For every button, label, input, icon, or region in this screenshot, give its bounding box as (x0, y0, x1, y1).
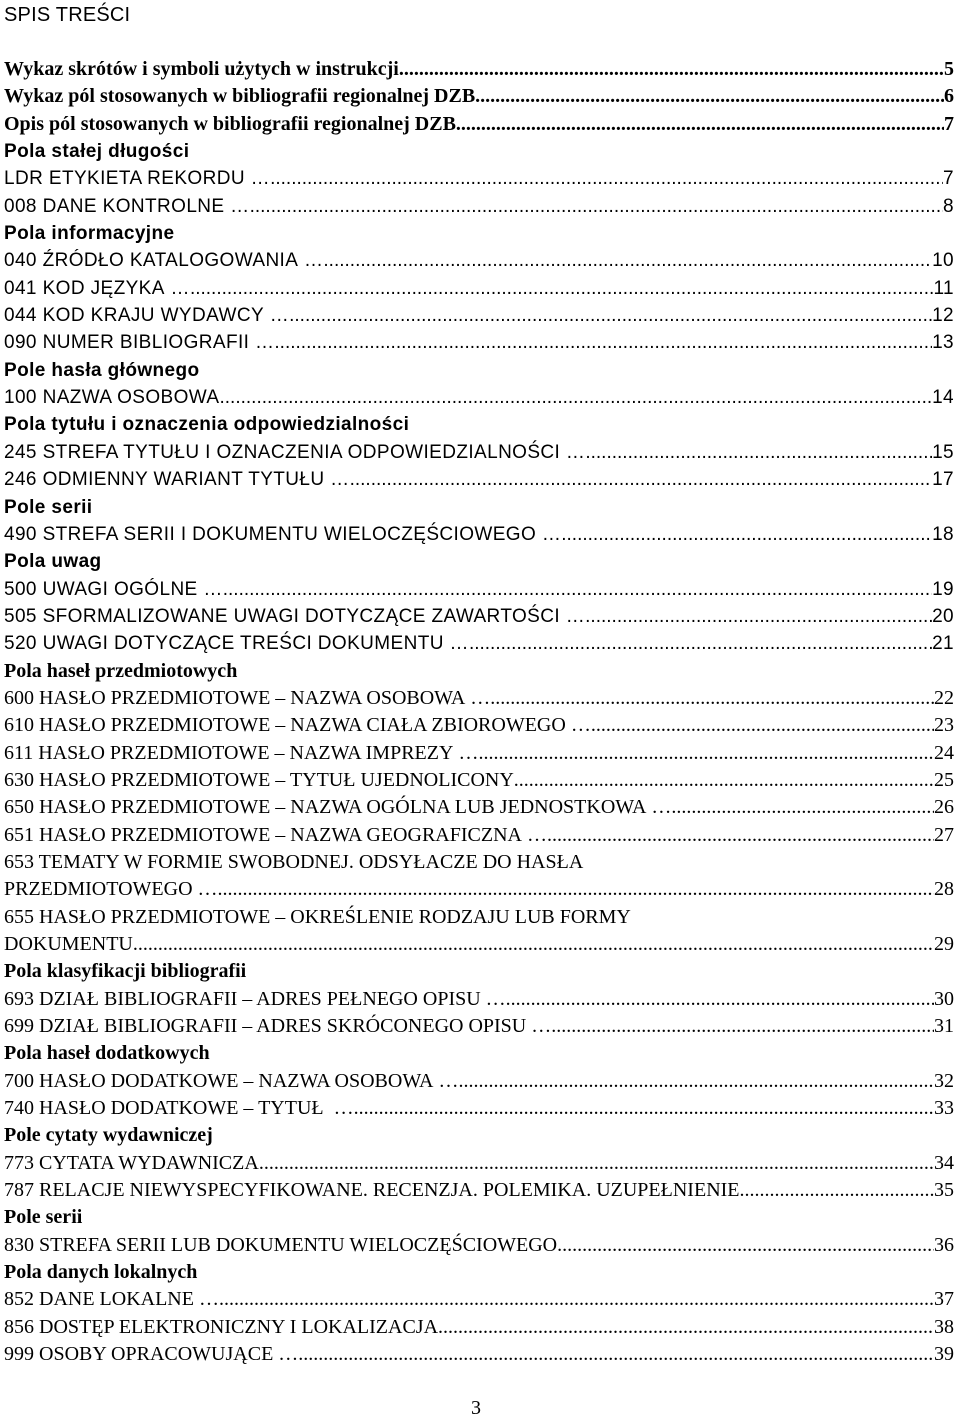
toc-dot-leader (551, 1013, 934, 1040)
toc-entry[interactable] (4, 1177, 954, 1204)
toc-entry-page: 32 (934, 1069, 954, 1092)
toc-entry-page: 10 (932, 250, 954, 272)
page-title: SPIS TREŚCI (4, 4, 131, 26)
toc-entry[interactable] (4, 1068, 954, 1095)
toc-entry-page: 14 (932, 387, 954, 409)
toc-entry-label: 520 UWAGI DOTYCZĄCE TREŚCI DOKUMENTU (4, 633, 444, 655)
toc-dot-leader (475, 83, 944, 110)
toc-entry[interactable] (4, 1095, 954, 1122)
toc-entry-line: 655 HASŁO PRZEDMIOTOWE – OKREŚLENIE RODZAJU LUB FORMY (4, 905, 631, 928)
toc-entry-label: LDR ETYKIETA REKORDU (4, 168, 245, 190)
toc-entry[interactable] (4, 247, 954, 274)
toc-entry[interactable] (4, 111, 954, 138)
toc-entry-label: 651 HASŁO PRZEDMIOTOWE – NAZWA GEOGRAFICZNA (4, 823, 522, 846)
toc-entry-ellipsis: … (453, 741, 479, 764)
toc-entry-page: 20 (932, 605, 954, 627)
toc-dot-leader (740, 1177, 934, 1204)
toc-entry-page: 39 (934, 1343, 954, 1366)
toc-entry-label: Opis pól stosowanych w bibliografii regionalnej DZB (4, 112, 456, 135)
toc-dot-leader (469, 630, 932, 657)
toc-entry-label: 773 CYTATA WYDAWNICZA (4, 1151, 259, 1174)
toc-entry[interactable] (4, 1013, 954, 1040)
toc-entry-label: 610 HASŁO PRZEDMIOTOWE – NAZWA CIAŁA ZBIOROWEGO (4, 714, 566, 737)
toc-dot-leader (323, 247, 932, 274)
toc-entry-label: 505 SFORMALIZOWANE UWAGI DOTYCZĄCE ZAWARTOŚCI (4, 605, 561, 627)
toc-section-heading: Pola tytułu i oznaczenia odpowiedzialności (4, 414, 410, 436)
toc-entry[interactable] (4, 576, 954, 603)
toc-dot-leader (133, 931, 934, 958)
toc-dot-leader (298, 1341, 934, 1368)
toc-entry[interactable] (4, 740, 954, 767)
toc-dot-leader (274, 329, 932, 356)
toc-entry-page: 13 (932, 332, 954, 354)
toc-dot-leader (270, 165, 943, 192)
toc-entry-page: 28 (934, 878, 954, 901)
toc-section-heading: Pola informacyjne (4, 223, 175, 245)
toc-entry-label: 856 DOSTĘP ELEKTRONICZNY I LOKALIZACJA (4, 1315, 439, 1338)
toc-entry[interactable] (4, 1341, 954, 1368)
toc-entry-ellipsis: … (565, 714, 591, 737)
toc-entry-ellipsis: … (480, 987, 506, 1010)
toc-section-heading: Pola haseł przedmiotowych (4, 659, 238, 682)
toc-entry-page: 25 (934, 768, 954, 791)
toc-entry-label: 008 DANE KONTROLNE (4, 195, 225, 217)
toc-entry-page: 38 (934, 1315, 954, 1338)
toc-section-heading: Pole hasła głównego (4, 359, 200, 381)
toc-entry[interactable] (4, 931, 954, 958)
toc-entry-label: 611 HASŁO PRZEDMIOTOWE – NAZWA IMPREZY (4, 741, 454, 764)
toc-entry-label: 787 RELACJE NIEWYSPECYFIKOWANE. RECENZJA. POLEMIKA. UZUPEŁNIENIE (4, 1179, 740, 1202)
toc-entry-page: 34 (934, 1151, 954, 1174)
toc-entry-ellipsis: … (273, 1343, 299, 1366)
toc-entry-label: 090 NUMER BIBLIOGRAFII (4, 332, 250, 354)
toc-entry-label: Wykaz pól stosowanych w bibliografii regionalnej DZB (4, 85, 476, 108)
toc-entry-ellipsis: … (192, 878, 218, 901)
toc-entry[interactable] (4, 83, 954, 110)
toc-entry[interactable] (4, 712, 954, 739)
toc-dot-leader (354, 1095, 934, 1122)
toc-dot-leader (456, 111, 944, 138)
toc-entry[interactable] (4, 1232, 954, 1259)
toc-dot-leader (547, 822, 934, 849)
toc-dot-leader (438, 1314, 934, 1341)
toc-entry-page: 11 (933, 277, 954, 299)
toc-entry[interactable] (4, 1314, 954, 1341)
toc-entry-page: 24 (934, 741, 954, 764)
toc-section-heading: Pola stałej długości (4, 141, 190, 163)
toc-entry[interactable] (4, 439, 954, 466)
toc-entry-label: 246 ODMIENNY WARIANT TYTUŁU (4, 469, 325, 491)
toc-entry-page: 12 (932, 305, 954, 327)
toc-dot-leader (289, 302, 932, 329)
toc-entry-page: 35 (934, 1179, 954, 1202)
toc-entry-ellipsis: … (443, 633, 469, 655)
toc-entry-ellipsis: … (323, 1097, 354, 1120)
toc-dot-leader (591, 712, 934, 739)
toc-dot-leader (478, 740, 934, 767)
toc-entry[interactable] (4, 521, 954, 548)
toc-dot-leader (259, 1150, 934, 1177)
toc-entry-label: 044 KOD KRAJU WYDAWCY (4, 305, 265, 327)
toc-entry[interactable] (4, 1150, 954, 1177)
toc-dot-leader (585, 603, 932, 630)
toc-entry-page: 15 (932, 441, 954, 463)
toc-entry-label: 600 HASŁO PRZEDMIOTOWE – NAZWA OSOBOWA (4, 686, 466, 709)
toc-dot-leader (671, 794, 934, 821)
toc-dot-leader (223, 576, 932, 603)
toc-entry-page: 30 (934, 987, 954, 1010)
toc-dot-leader (458, 1068, 934, 1095)
toc-entry-page: 7 (944, 112, 954, 135)
toc-entry-line: 653 TEMATY W FORMIE SWOBODNEJ. ODSYŁACZE DO HASŁA (4, 850, 584, 873)
toc-entry-ellipsis: … (465, 686, 491, 709)
toc-entry-page: 17 (932, 469, 954, 491)
toc-section-heading: Pola danych lokalnych (4, 1261, 198, 1284)
toc-section-heading: Pola haseł dodatkowych (4, 1042, 210, 1065)
toc-entry-label: 693 DZIAŁ BIBLIOGRAFII – ADRES PEŁNEGO OPISU (4, 987, 481, 1010)
toc-entry-page: 37 (934, 1288, 954, 1311)
toc-dot-leader (490, 685, 934, 712)
toc-entry[interactable] (4, 329, 954, 356)
toc-entry-label: 699 DZIAŁ BIBLIOGRAFII – ADRES SKRÓCONEGO OPISU (4, 1015, 527, 1038)
toc-dot-leader (506, 986, 934, 1013)
toc-entry-ellipsis: … (560, 605, 586, 627)
toc-entry-label: 650 HASŁO PRZEDMIOTOWE – NAZWA OGÓLNA LUB JEDNOSTKOWA (4, 796, 647, 819)
toc-dot-leader (399, 56, 944, 83)
toc-dot-leader (218, 876, 934, 903)
toc-entry-label: DOKUMENTU (4, 933, 133, 955)
toc-entry-label: 852 DANE LOKALNE (4, 1288, 194, 1311)
toc-entry[interactable] (4, 165, 954, 192)
toc-entry-label: 999 OSOBY OPRACOWUJĄCE (4, 1343, 274, 1366)
toc-entry-page: 27 (934, 823, 954, 846)
toc-entry[interactable] (4, 466, 954, 493)
toc-entry-label: 500 UWAGI OGÓLNE (4, 578, 198, 600)
toc-section-heading: Pole cytaty wydawniczej (4, 1124, 213, 1147)
toc-entry[interactable] (4, 1286, 954, 1313)
toc-dot-leader (220, 384, 933, 411)
table-of-contents (4, 56, 954, 1369)
toc-dot-leader (514, 767, 934, 794)
toc-entry-page: 18 (932, 523, 954, 545)
toc-entry-ellipsis: … (224, 195, 250, 217)
toc-entry-ellipsis: … (433, 1069, 459, 1092)
toc-entry-label: 490 STREFA SERII I DOKUMENTU WIELOCZĘŚCIOWEGO (4, 523, 537, 545)
toc-section-heading: Pole serii (4, 1206, 83, 1229)
toc-entry-page: 19 (932, 578, 954, 600)
toc-entry-ellipsis: … (298, 250, 324, 272)
toc-entry-ellipsis: … (164, 277, 190, 299)
toc-entry-page: 26 (934, 796, 954, 819)
toc-entry-page: 23 (934, 714, 954, 737)
toc-entry-label: 041 KOD JĘZYKA (4, 277, 165, 299)
toc-entry-page: 8 (943, 195, 954, 217)
toc-dot-leader (350, 466, 932, 493)
toc-dot-leader (250, 193, 943, 220)
toc-entry-page: 7 (943, 168, 954, 190)
toc-dot-leader (561, 521, 932, 548)
toc-entry-page: 36 (934, 1233, 954, 1256)
toc-entry-page: 33 (934, 1097, 954, 1120)
toc-entry-ellipsis: … (249, 332, 275, 354)
toc-entry-label: PRZEDMIOTOWEGO (4, 878, 193, 901)
toc-dot-leader (557, 1232, 934, 1259)
toc-entry-ellipsis: … (264, 305, 290, 327)
toc-entry-page: 31 (934, 1015, 954, 1038)
toc-entry-label: 245 STREFA TYTUŁU I OZNACZENIA ODPOWIEDZIALNOŚCI (4, 441, 561, 463)
toc-section-heading: Pole serii (4, 496, 93, 518)
toc-entry[interactable] (4, 794, 954, 821)
toc-section-heading: Pola uwag (4, 551, 102, 573)
toc-entry-ellipsis: … (197, 578, 223, 600)
toc-entry-ellipsis: … (560, 441, 586, 463)
toc-dot-leader (585, 439, 932, 466)
toc-entry-ellipsis: … (526, 1015, 552, 1038)
toc-entry-ellipsis: … (244, 168, 271, 190)
toc-entry-page: 6 (944, 85, 954, 108)
toc-entry-label: 100 NAZWA OSOBOWA (4, 387, 220, 409)
toc-entry[interactable] (4, 302, 954, 329)
toc-entry[interactable] (4, 56, 954, 83)
toc-entry-page: 21 (932, 633, 954, 655)
toc-entry[interactable] (4, 986, 954, 1013)
toc-entry-page: 5 (944, 58, 954, 80)
toc-entry[interactable] (4, 630, 954, 657)
toc-entry-label: 700 HASŁO DODATKOWE – NAZWA OSOBOWA (4, 1069, 434, 1092)
toc-entry-page: 22 (934, 686, 954, 709)
toc-entry[interactable] (4, 603, 954, 630)
toc-entry-label: 830 STREFA SERII LUB DOKUMENTU WIELOCZĘŚCIOWEGO (4, 1233, 558, 1256)
toc-entry[interactable] (4, 767, 954, 794)
toc-section-heading: Pola klasyfikacji bibliografii (4, 960, 247, 983)
page-number: 3 (471, 1397, 481, 1419)
toc-entry-label: Wykaz skrótów i symboli użytych w instrukcji (4, 58, 399, 80)
toc-entry-ellipsis: … (646, 796, 672, 819)
toc-entry[interactable] (4, 275, 954, 302)
toc-entry[interactable] (4, 685, 954, 712)
toc-entry[interactable] (4, 193, 954, 220)
toc-entry-label: 740 HASŁO DODATKOWE – TYTUŁ (4, 1097, 324, 1120)
toc-entry-ellipsis: … (324, 469, 350, 491)
toc-entry[interactable] (4, 876, 954, 903)
toc-entry[interactable] (4, 384, 954, 411)
toc-entry-ellipsis: … (536, 523, 562, 545)
toc-dot-leader (219, 1286, 934, 1313)
toc-entry-page: 29 (934, 933, 954, 955)
toc-entry[interactable] (4, 822, 954, 849)
toc-entry-ellipsis: … (193, 1288, 219, 1311)
toc-entry-ellipsis: … (521, 823, 547, 846)
toc-entry-label: 630 HASŁO PRZEDMIOTOWE – TYTUŁ UJEDNOLICONY (4, 768, 514, 791)
toc-entry-label: 040 ŹRÓDŁO KATALOGOWANIA (4, 250, 299, 272)
toc-dot-leader (190, 275, 934, 302)
